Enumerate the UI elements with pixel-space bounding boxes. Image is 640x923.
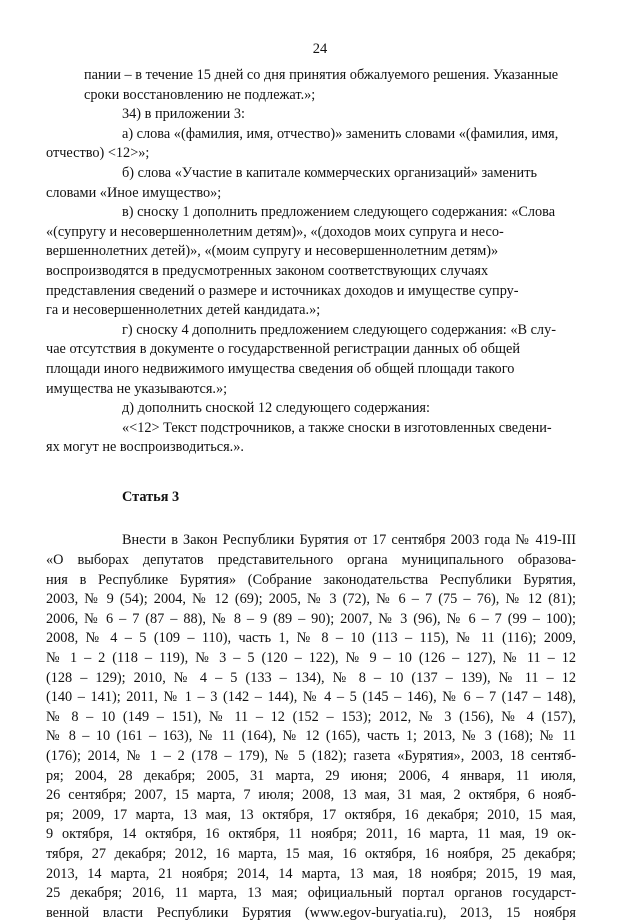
text-line: 2013, 14 марта, 21 ноября; 2014, 14 марта, 13 мая, 18 ноября; 2015, 19 мая, — [46, 865, 576, 882]
text-line: в) сноску 1 дополнить предложением следующего содержания: «Слова — [122, 204, 556, 221]
text-line: д) дополнить сноской 12 следующего содержания: — [122, 400, 430, 417]
spacer — [84, 458, 576, 488]
paragraph-item-g — [46, 321, 576, 399]
text-line: представления сведений о размере и источниках доходов и имуществе супру- — [46, 282, 519, 299]
text-line: чае отсутствия в документе о государственной регистрации данных об общей — [46, 341, 521, 358]
text-line: ях могут не воспроизводиться.». — [46, 439, 244, 456]
paragraph-item-a — [46, 125, 576, 164]
text-line: словами «Иное имущество»; — [46, 184, 222, 201]
text-line: Внести в Закон Республики Бурятия от 17 сентября 2003 года № 419-III — [122, 532, 576, 549]
text-line: «(супругу и несовершеннолетним детям)», «(доходов моих супруга и несо- — [46, 223, 504, 240]
text-line: (140 – 141); 2011, № 1 – 3 (142 – 144), № 4 – 5 (145 – 146), № 6 – 7 (147 – 148), — [46, 689, 576, 706]
page-number: 24 — [312, 41, 328, 57]
text-line: 9 октября, 14 октября, 16 октября, 11 ноября; 2011, 16 марта, 11 мая, 19 ок- — [46, 826, 576, 843]
article-paragraph — [46, 531, 576, 923]
text-line: га и несовершеннолетних детей кандидата.»; — [46, 302, 321, 319]
text-line: № 8 – 10 (161 – 163), № 11 (164), № 12 (165), часть 1; 2013, № 3 (168); № 11 — [46, 728, 576, 745]
paragraph-item-b — [46, 164, 576, 203]
text-line: 26 сентября; 2007, 15 марта, 7 июля; 2008, 13 мая, 31 мая, 2 октября, 6 нояб- — [46, 787, 576, 804]
spacer — [84, 507, 576, 531]
text-line: 25 декабря; 2016, 11 марта, 13 мая; официальный портал органов государст- — [46, 885, 576, 902]
text-line: ния в Республике Бурятия» (Собрание законодательства Республики Бурятия, — [46, 571, 576, 588]
text-line: «<12> Текст подстрочников, а также сноски в изготовленных сведени- — [122, 419, 552, 436]
text-line: вершеннолетних детей)», «(моим супругу и несовершеннолетним детям)» — [46, 243, 499, 260]
text-line: (128 – 129); 2010, № 4 – 5 (133 – 134), № 8 – 10 (137 – 139), № 11 – 12 — [46, 669, 576, 686]
text-line: тября, 27 декабря; 2012, 16 марта, 15 мая, 16 октября, 16 ноября, 25 декабря; — [46, 845, 576, 862]
paragraph-continuation — [84, 66, 576, 105]
text-line: венной власти Республики Бурятия (www.egov-buryatia.ru), 2013, 15 ноября — [46, 904, 576, 921]
document-body — [46, 66, 576, 923]
text-line: ря; 2004, 28 декабря; 2005, 31 марта, 29 июня; 2006, 4 января, 11 июля, — [46, 767, 576, 784]
article-heading: Статья 3 — [122, 488, 180, 505]
text-line: «О выборах депутатов представительного органа муниципального образова- — [46, 552, 576, 569]
text-line: г) сноску 4 дополнить предложением следующего содержания: «В слу- — [122, 321, 556, 338]
text-line: имущества не указываются.»; — [46, 380, 228, 397]
text-line: 2003, № 9 (54); 2004, № 12 (69); 2005, № 3 (72), № 6 – 7 (75 – 76), № 12 (81); — [46, 591, 576, 608]
paragraph-item-d — [84, 399, 576, 419]
text-line: № 1 – 2 (118 – 119), № 3 – 5 (120 – 122), № 9 – 10 (126 – 127), № 11 – 12 — [46, 650, 576, 667]
text-line: 2008, № 4 – 5 (109 – 110), часть 1, № 8 – 10 (113 – 115), № 11 (116); 2009, — [46, 630, 576, 647]
paragraph-footnote-12 — [46, 419, 576, 458]
text-line: воспроизводятся в предусмотренных законом соответствующих случаях — [46, 262, 489, 279]
text-line: пании – в течение 15 дней со дня принятия обжалуемого решения. Указанные — [84, 67, 559, 83]
text-line: а) слова «(фамилия, имя, отчество)» заменить словами «(фамилия, имя, — [122, 125, 559, 142]
paragraph-item-v — [46, 203, 576, 321]
paragraph-item-34 — [84, 105, 576, 125]
text-line: 34) в приложении 3: — [122, 106, 246, 123]
text-line: площади иного недвижимого имущества сведения об общей площади такого — [46, 360, 515, 377]
text-line: сроки восстановлению не подлежат.»; — [84, 86, 316, 103]
text-line: ря; 2009, 17 марта, 13 мая, 13 октября, 17 октября, 16 декабря; 2010, 15 мая, — [46, 806, 576, 823]
text-line: № 8 – 10 (149 – 151), № 11 – 12 (152 – 153); 2012, № 3 (156), № 4 (157), — [46, 708, 576, 725]
text-line: 2006, № 6 – 7 (87 – 88), № 8 – 9 (89 – 90); 2007, № 3 (96), № 6 – 7 (99 – 100); — [46, 610, 576, 627]
text-line: (176); 2014, № 1 – 2 (178 – 179), № 5 (182); газета «Бурятия», 2003, 18 сентяб- — [46, 748, 576, 764]
text-line: отчество) <12>»; — [46, 145, 150, 162]
text-line: б) слова «Участие в капитале коммерческих организаций» заменить — [122, 164, 537, 181]
